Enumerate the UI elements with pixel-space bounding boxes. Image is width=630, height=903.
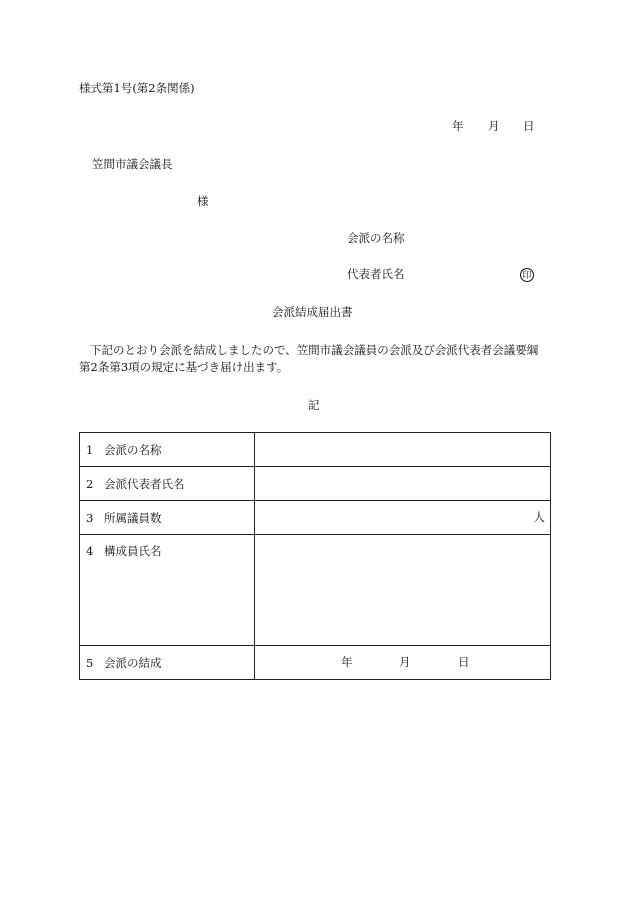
row-label-text: 会派代表者氏名 — [104, 476, 185, 491]
row-label — [80, 646, 255, 680]
member-count-field[interactable] — [255, 501, 551, 535]
representative-label: 代表者氏名 — [347, 267, 405, 281]
table-row — [80, 646, 551, 680]
date-day: 日 — [523, 119, 535, 133]
table-row — [80, 501, 551, 535]
faction-form-table — [79, 432, 551, 680]
member-count-unit: 人 — [533, 510, 545, 524]
seal-mark — [520, 267, 534, 282]
row-label-text: 構成員氏名 — [104, 544, 162, 558]
date-month: 月 — [488, 119, 500, 133]
member-names-field[interactable] — [255, 535, 551, 646]
row-label — [80, 535, 255, 646]
document-title: 会派結成届出書 — [272, 305, 353, 319]
date-line — [452, 119, 464, 133]
formation-day: 日 — [458, 655, 470, 669]
body-text-line-2: 第2条第3項の規定に基づき届け出ます。 — [79, 360, 289, 374]
honorific: 様 — [197, 194, 209, 208]
table-row — [80, 467, 551, 501]
representative-name-field[interactable] — [255, 467, 551, 501]
row-label — [80, 433, 255, 467]
date-year: 年 — [452, 119, 464, 133]
row-number: 4 — [86, 544, 94, 558]
row-number: 5 — [86, 655, 94, 670]
faction-name-label: 会派の名称 — [347, 231, 405, 245]
form-number: 様式第1号(第2条関係) — [79, 81, 195, 95]
row-number: 2 — [86, 476, 94, 491]
row-label — [80, 467, 255, 501]
addressee: 笠間市議会議長 — [92, 157, 173, 171]
formation-date-field[interactable] — [255, 646, 551, 680]
row-number: 1 — [86, 442, 94, 457]
body-text-line-1: 下記のとおり会派を結成しましたので、笠間市議会議員の会派及び会派代表者会議要綱 — [90, 343, 539, 357]
formation-year: 年 — [341, 655, 353, 669]
seal-icon: 印 — [520, 268, 534, 282]
row-label-text: 所属議員数 — [104, 510, 162, 525]
faction-name-field[interactable] — [255, 433, 551, 467]
row-label-text: 会派の名称 — [104, 442, 162, 457]
row-label — [80, 501, 255, 535]
table-row — [80, 433, 551, 467]
row-label-text: 会派の結成 — [104, 655, 162, 670]
ki-heading: 記 — [308, 398, 320, 412]
formation-month: 月 — [399, 655, 411, 669]
table-row — [80, 535, 551, 646]
row-number: 3 — [86, 510, 94, 525]
